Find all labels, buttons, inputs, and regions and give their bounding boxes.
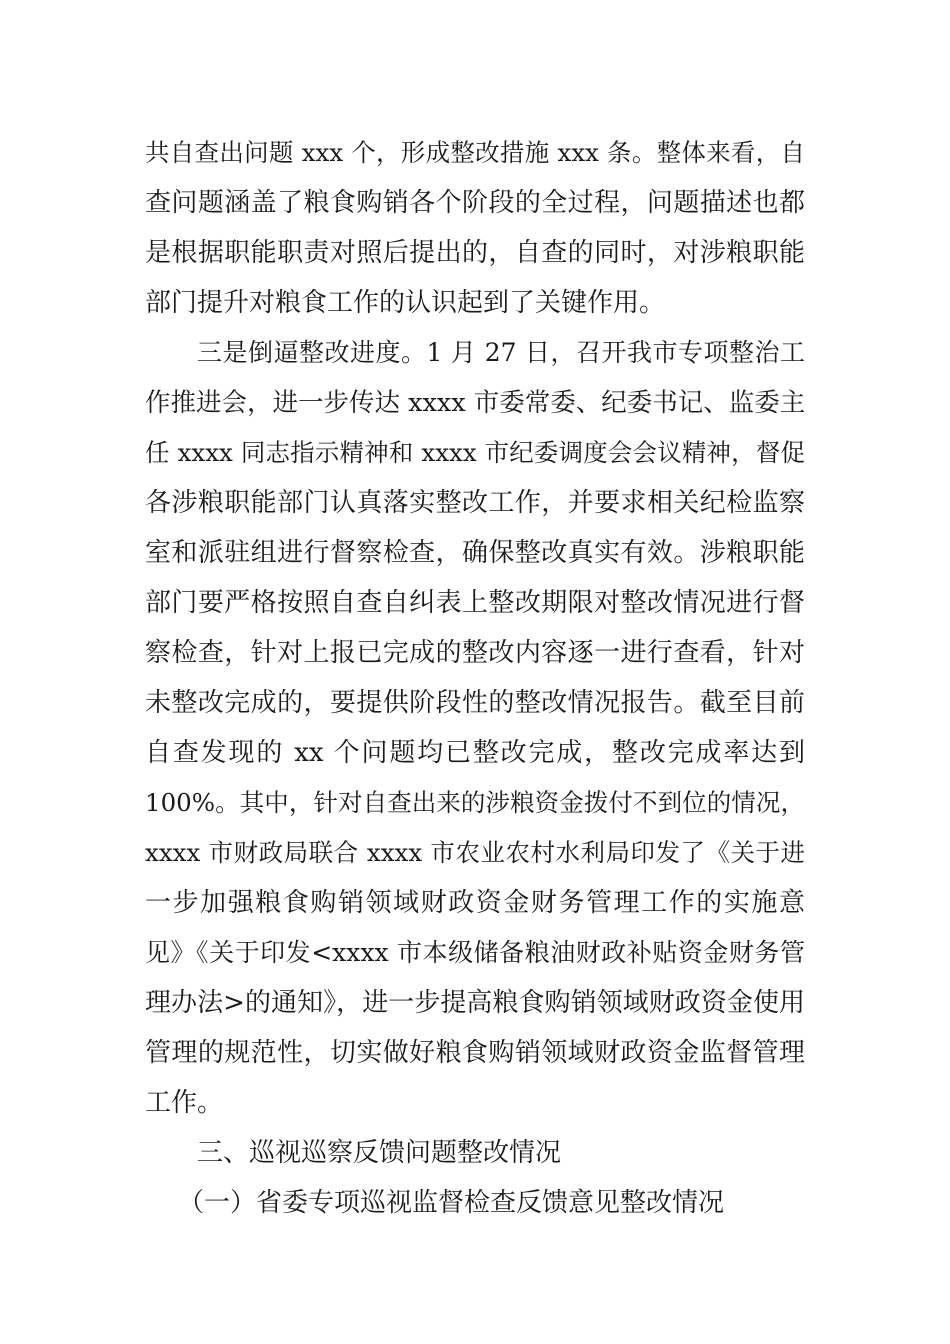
text-line: 见》《关于印发<xxxx 市本级储备粮油财政补贴资金财务管 [145, 938, 805, 967]
text-line: 三是倒逼整改进度。1 月 27 日，召开我市专项整治工 [197, 338, 805, 367]
text-line: 察检查，针对上报已完成的整改内容逐一进行查看，针对 [145, 638, 805, 668]
text-line: 任 xxxx 同志指示精神和 xxxx 市纪委调度会会议精神，督促 [145, 438, 805, 467]
text-line: 查问题涵盖了粮食购销各个阶段的全过程，问题描述也都 [145, 188, 805, 218]
text-line: 共自查出问题 xxx 个，形成整改措施 xxx 条。整体来看，自 [145, 138, 805, 167]
text-line: 部门要严格按照自查自纠表上整改期限对整改情况进行督 [145, 588, 805, 618]
text-line: 管理的规范性，切实做好粮食购销领域财政资金监督管理 [145, 1038, 805, 1068]
text-line: 部门提升对粮食工作的认识起到了关键作用。 [145, 288, 666, 318]
text-line: 室和派驻组进行督察检查，确保整改真实有效。涉粮职能 [145, 538, 805, 568]
text-line: 是根据职能职责对照后提出的，自查的同时，对涉粮职能 [145, 238, 805, 268]
text-line: 工作。 [145, 1088, 224, 1118]
text-line: 各涉粮职能部门认真落实整改工作，并要求相关纪检监察 [145, 488, 805, 518]
section-heading: 三、巡视巡察反馈问题整改情况 [197, 1138, 562, 1168]
text-line: 100%。其中，针对自查出来的涉粮资金拨付不到位的情况， [145, 788, 805, 817]
text-line: 一步加强粮食购销领域财政资金财务管理工作的实施意 [145, 888, 805, 918]
text-line: xxxx 市财政局联合 xxxx 市农业农村水利局印发了《关于进 [145, 838, 805, 867]
text-line: 未整改完成的，要提供阶段性的整改情况报告。截至目前 [145, 688, 805, 718]
text-line: 理办法>的通知》，进一步提高粮食购销领域财政资金使用 [145, 988, 805, 1018]
subsection-heading: （一）省委专项巡视监督检查反馈意见整改情况 [178, 1188, 725, 1218]
text-line: 自查发现的 xx 个问题均已整改完成，整改完成率达到 [145, 738, 805, 768]
text-line: 作推进会，进一步传达 xxxx 市委常委、纪委书记、监委主 [145, 388, 805, 418]
